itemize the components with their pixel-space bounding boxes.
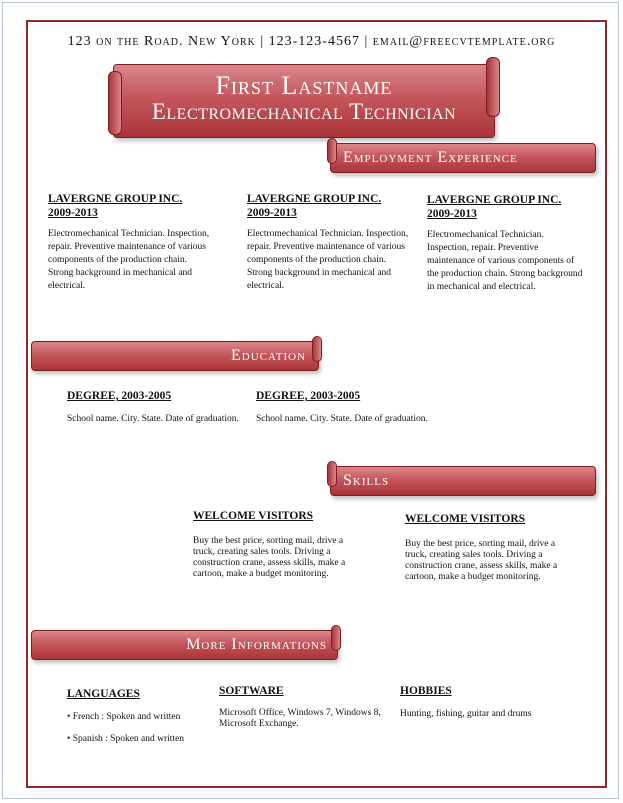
skills-heading: Skills xyxy=(343,472,390,489)
employment-heading: Employment Experience xyxy=(343,149,518,166)
language-item: • French : Spoken and written xyxy=(67,712,181,722)
job-description: Electromechanical Technician. Inspection, repair. Preventive maintenance of various components of the production chain. Strong background in mechanical and electrical. xyxy=(48,229,210,291)
skill-description: Buy the best price, sorting mail, drive a truck, creating sales tools. Driving a construction crane, assess skills, make a cartoon, make a budget monitoring. xyxy=(405,539,558,582)
job-title: Electromechanical Technician xyxy=(151,99,457,124)
hobbies-title: HOBBIES xyxy=(400,685,452,697)
job-company: LAVERGNE GROUP INC. xyxy=(427,194,562,206)
hobbies-description: Hunting, fishing, guitar and drums xyxy=(400,709,532,719)
employment-banner xyxy=(330,143,596,173)
contact-line: 123 on the Road. New York | 123-123-4567 | email@freecvtemplate.org xyxy=(67,34,556,49)
more-info-banner xyxy=(31,630,338,660)
skill-title: WELCOME VISITORS xyxy=(193,510,314,522)
degree-title: DEGREE, 2003-2005 xyxy=(67,390,172,402)
job-description: Electromechanical Technician. Inspection, repair. Preventive maintenance of various components of the production chain. Strong background in mechanical and electrical. xyxy=(427,230,583,292)
degree-description: School name. City. State. Date of graduation. xyxy=(256,414,428,424)
languages-title: LANGUAGES xyxy=(67,688,140,700)
software-description: Microsoft Office, Windows 7, Windows 8, Microsoft Exchange. xyxy=(219,708,381,729)
job-description: Electromechanical Technician. Inspection, repair. Preventive maintenance of various components of the production chain. Strong background in mechanical and electrical. xyxy=(247,229,409,291)
education-heading: Education xyxy=(231,347,306,364)
more-info-heading: More Informations xyxy=(186,636,327,653)
degree-description: School name. City. State. Date of graduation. xyxy=(67,414,239,424)
software-title: SOFTWARE xyxy=(219,685,284,697)
skill-title: WELCOME VISITORS xyxy=(405,513,526,525)
skill-description: Buy the best price, sorting mail, drive a truck, creating sales tools. Driving a construction crane, assess skills, make a cartoon, make a budget monitoring. xyxy=(193,536,346,579)
education-banner xyxy=(31,341,319,371)
job-years: 2009-2013 xyxy=(48,207,98,219)
name-banner xyxy=(113,64,495,138)
job-years: 2009-2013 xyxy=(427,208,477,220)
banner-curl xyxy=(327,461,337,487)
skills-banner xyxy=(330,466,596,496)
job-years: 2009-2013 xyxy=(247,207,297,219)
language-item: • Spanish : Spoken and written xyxy=(67,734,185,744)
full-name: First Lastname xyxy=(215,71,393,100)
banner-curl xyxy=(331,625,341,651)
degree-title: DEGREE, 2003-2005 xyxy=(256,390,361,402)
banner-curl xyxy=(312,336,322,362)
banner-curl xyxy=(327,138,337,164)
job-company: LAVERGNE GROUP INC. xyxy=(247,193,382,205)
job-company: LAVERGNE GROUP INC. xyxy=(48,193,183,205)
